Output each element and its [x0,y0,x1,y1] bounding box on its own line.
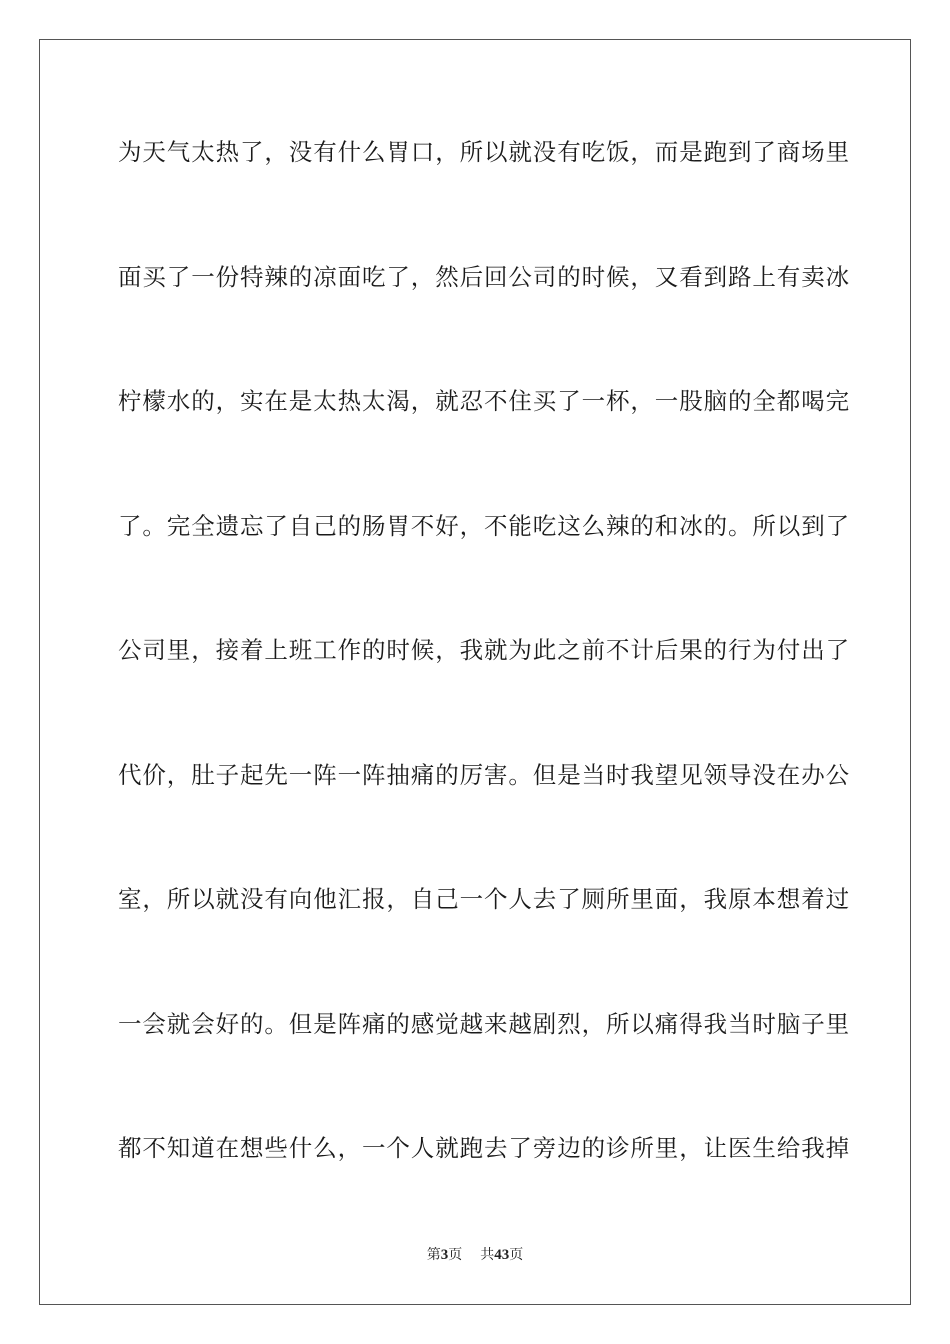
text-line: 为天气太热了，没有什么胃口，所以就没有吃饭，而是跑到了商场里 [118,138,850,166]
text-line: 代价，肚子起先一阵一阵抽痛的厉害。但是当时我望见领导没在办公 [118,760,850,789]
total-prefix: 共 [480,1247,495,1263]
page-footer [0,1245,950,1265]
total-suffix: 页 [509,1247,524,1263]
total-pages: 43 [494,1247,510,1263]
text-line: 了。完全遗忘了自己的肠胃不好，不能吃这么辣的和冰的。所以到了 [118,511,850,540]
text-line: 柠檬水的，实在是太热太渴，就忍不住买了一杯，一股脑的全都喝完 [118,387,850,415]
text-line: 面买了一份特辣的凉面吃了，然后回公司的时候，又看到路上有卖冰 [118,262,850,291]
text-line: 公司里，接着上班工作的时候，我就为此之前不计后果的行为付出了 [118,636,850,664]
text-line: 室，所以就没有向他汇报，自己一个人去了厕所里面，我原本想着过 [118,885,850,913]
text-line: 一会就会好的。但是阵痛的感觉越来越剧烈，所以痛得我当时脑子里 [118,1009,850,1038]
document-body [118,126,850,1247]
page-suffix: 页 [448,1247,463,1263]
page-prefix: 第 [426,1247,441,1263]
page-number: 3 [440,1247,449,1263]
text-line: 都不知道在想些什么，一个人就跑去了旁边的诊所里，让医生给我掉 [118,1134,850,1162]
